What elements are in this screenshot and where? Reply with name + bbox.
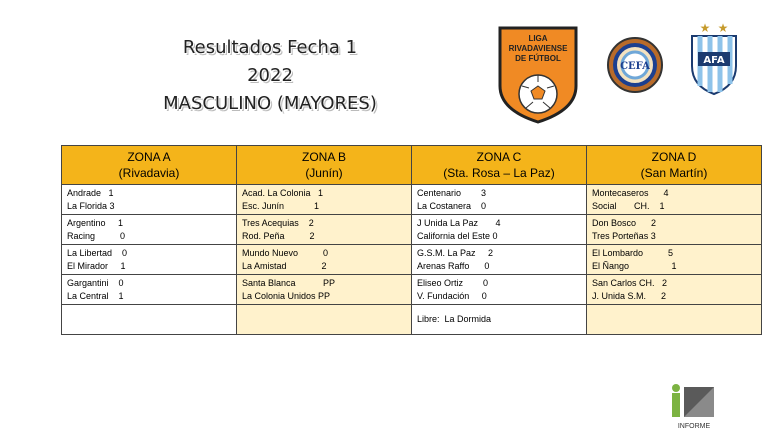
home-team-score: Acad. La Colonia 1 <box>242 188 324 198</box>
liga-text-2: RIVADAVIENSE <box>508 44 568 53</box>
match-row <box>62 245 762 275</box>
match-cell <box>587 305 762 335</box>
match-cell <box>62 185 237 215</box>
match-cell <box>412 305 587 335</box>
zone-name: ZONA A <box>127 150 171 164</box>
zone-header <box>587 146 762 185</box>
away-team-score: El Ñango 1 <box>592 260 677 271</box>
away-team-score: La Costanera 0 <box>417 200 487 211</box>
match-cell <box>412 215 587 245</box>
home-team-score: Santa Blanca PP <box>242 278 336 288</box>
results-table <box>61 145 762 335</box>
home-team-score: El Lombardo 5 <box>592 248 674 258</box>
match-cell <box>237 305 412 335</box>
away-team-score: La Florida 3 <box>67 200 115 211</box>
away-team-score: California del Este 0 <box>417 230 498 241</box>
home-team-score: Montecaseros 4 <box>592 188 669 198</box>
home-team-score: J Unida La Paz 4 <box>417 218 501 228</box>
match-cell <box>412 185 587 215</box>
home-team-score: Mundo Nuevo 0 <box>242 248 329 258</box>
zone-name: ZONA B <box>301 150 346 164</box>
liga-text-1: LIGA <box>528 34 548 43</box>
away-team-score: Esc. Junín 1 <box>242 200 320 211</box>
page-title <box>130 34 410 118</box>
match-cell <box>587 185 762 215</box>
zone-header-row <box>62 146 762 185</box>
home-team-score: Don Bosco 2 <box>592 218 657 228</box>
away-team-score: Rod. Peña 2 <box>242 230 315 241</box>
away-team-score: Tres Porteñas 3 <box>592 230 656 241</box>
match-cell <box>587 215 762 245</box>
away-team-score: La Colonia Unidos PP <box>242 290 331 301</box>
match-cell <box>412 245 587 275</box>
title-line-2: 2022 <box>247 65 293 86</box>
match-cell <box>62 245 237 275</box>
zone-name: ZONA D <box>651 150 697 164</box>
zone-region: (Sta. Rosa – La Paz) <box>443 166 555 180</box>
match-cell <box>62 215 237 245</box>
away-team-score: La Amistad 2 <box>242 260 327 271</box>
cefa-emblem <box>606 36 664 94</box>
home-team-score: La Libertad 0 <box>67 248 128 258</box>
zone-region: (Rivadavia) <box>118 166 180 180</box>
match-cell <box>62 275 237 305</box>
match-cell <box>62 305 237 335</box>
home-team-score: Tres Acequias 2 <box>242 218 314 228</box>
home-team-score: G.S.M. La Paz 2 <box>417 248 494 258</box>
home-team-score: San Carlos CH. 2 <box>592 278 668 288</box>
away-team-score: Social CH. 1 <box>592 200 665 211</box>
star-icon: ★ <box>699 21 711 35</box>
home-team-score: Argentino 1 <box>67 218 124 228</box>
soccer-ball-icon <box>519 75 557 113</box>
match-cell <box>237 215 412 245</box>
liga-rivadaviense-logo <box>496 24 580 124</box>
title-line-1: Resultados Fecha 1 <box>182 37 358 58</box>
afa-crest <box>688 20 740 96</box>
match-cell <box>237 245 412 275</box>
match-row <box>62 215 762 245</box>
match-cell <box>587 275 762 305</box>
liga-text-3: DE FÚTBOL <box>515 54 561 63</box>
match-cell <box>237 185 412 215</box>
star-icon: ★ <box>717 21 729 35</box>
match-cell <box>237 275 412 305</box>
match-row <box>62 275 762 305</box>
match-row <box>62 185 762 215</box>
home-team-score: Andrade 1 <box>67 188 114 198</box>
match-cell <box>587 245 762 275</box>
cefa-text: CEFA <box>620 61 650 72</box>
match-row <box>62 305 762 335</box>
zone-region: (Junín) <box>305 166 343 180</box>
zone-header <box>62 146 237 185</box>
informe-logo <box>668 381 720 433</box>
away-team-score: El Mirador 1 <box>67 260 126 271</box>
home-team-score: Eliseo Ortiz 0 <box>417 278 489 288</box>
away-team-score: J. Unida S.M. 2 <box>592 290 667 301</box>
afa-text: AFA <box>703 55 725 66</box>
zone-region: (San Martín) <box>640 166 708 180</box>
informe-text: INFORME <box>677 423 711 430</box>
bye-team-label: Libre: La Dormida <box>417 314 492 325</box>
match-cell <box>412 275 587 305</box>
away-team-score: V. Fundación 0 <box>417 290 487 301</box>
zone-name: ZONA C <box>476 150 522 164</box>
home-team-score: Gargantini 0 <box>67 278 124 288</box>
home-team-score: Centenario 3 <box>417 188 487 198</box>
away-team-score: Arenas Raffo 0 <box>417 260 490 271</box>
zone-header <box>237 146 412 185</box>
title-line-3: MASCULINO (MAYORES) <box>163 93 377 114</box>
away-team-score: La Central 1 <box>67 290 124 301</box>
zone-header <box>412 146 587 185</box>
away-team-score: Racing 0 <box>67 230 126 241</box>
